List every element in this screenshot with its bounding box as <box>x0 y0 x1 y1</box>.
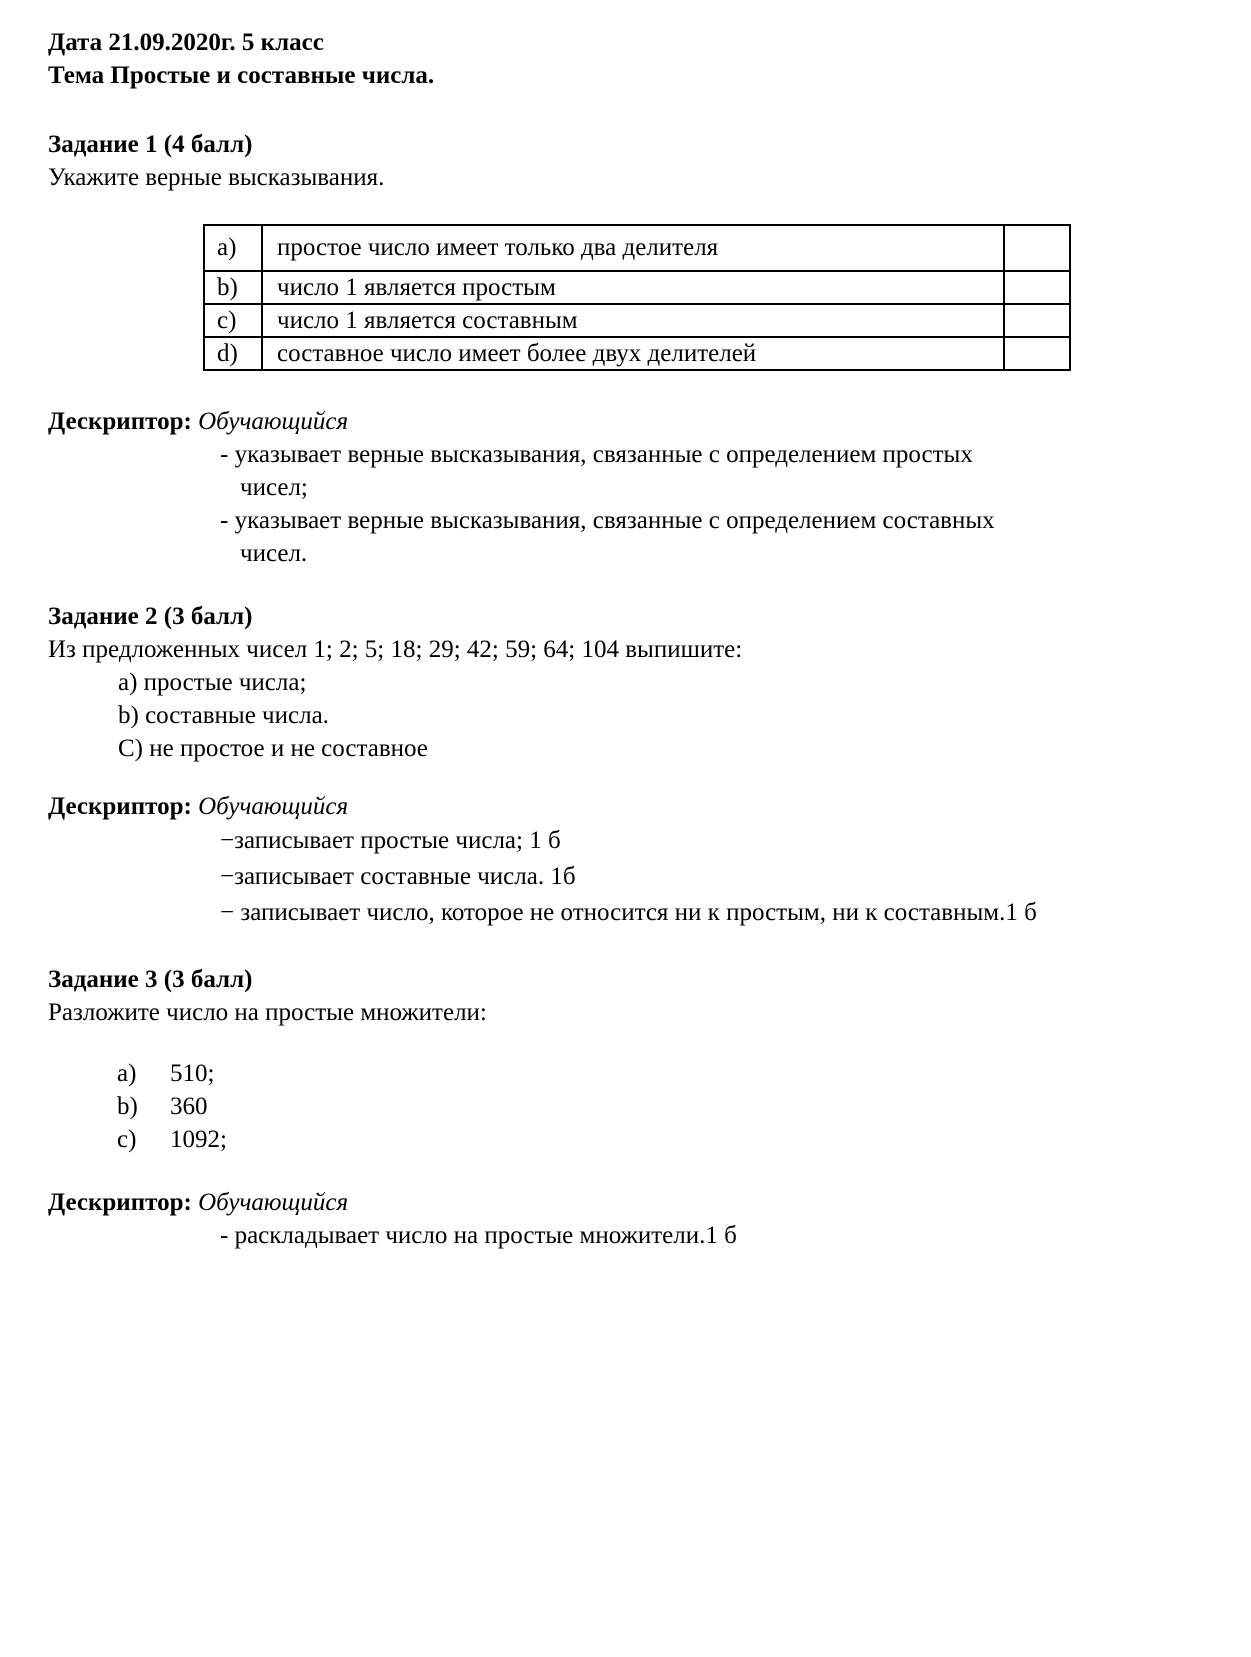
answer-cell[interactable] <box>1004 304 1070 337</box>
descriptor-label: Дескриптор: <box>48 408 192 435</box>
descriptor-header <box>48 790 1191 823</box>
descriptor-line: - указывает верные высказывания, связанные с определением составных <box>220 507 995 534</box>
descriptor-line: - указывает верные высказывания, связанные с определением простых <box>220 441 973 468</box>
table-row <box>204 271 1070 304</box>
task3-number-list <box>117 1057 1191 1156</box>
list-item <box>117 1057 1191 1090</box>
descriptor-line: - раскладывает число на простые множители.1 б <box>220 1222 737 1249</box>
item-letter: c) <box>117 1126 137 1153</box>
descriptor-header <box>48 1186 1191 1219</box>
statement-text: число 1 является простым <box>262 271 1004 304</box>
item-value: 360 <box>170 1093 208 1120</box>
descriptor-line-continuation: чисел. <box>240 540 308 567</box>
statement-text: число 1 является составным <box>262 304 1004 337</box>
task3-descriptor <box>48 1186 1191 1252</box>
task2-prompt: Из предложенных чисел 1; 2; 5; 18; 29; 42; 59; 64; 104 выпишите: <box>48 636 743 663</box>
date-line: Дата 21.09.2020г. 5 класс <box>48 29 324 56</box>
table-row <box>204 337 1070 370</box>
statement-text: простое число имеет только два делителя <box>262 225 1004 271</box>
statement-letter: a) <box>204 225 262 271</box>
task1-title: Задание 1 (4 балл) <box>48 131 253 158</box>
answer-cell[interactable] <box>1004 271 1070 304</box>
descriptor-subject: Обучающийся <box>198 1189 349 1216</box>
descriptor-line: −записывает простые числа; 1 б <box>220 827 561 854</box>
task1-statements-table <box>203 224 1071 371</box>
task2-descriptor <box>48 790 1191 931</box>
item-value: 510; <box>170 1060 215 1087</box>
topic-line: Тема Простые и составные числа. <box>48 62 435 89</box>
descriptor-label: Дескриптор: <box>48 1189 192 1216</box>
task2-option: b) составные числа. <box>118 702 329 729</box>
descriptor-subject: Обучающийся <box>198 408 349 435</box>
descriptor-line-continuation: чисел; <box>240 474 308 501</box>
table-row <box>204 304 1070 337</box>
task3-title: Задание 3 (3 балл) <box>48 966 253 993</box>
list-item <box>117 1123 1191 1156</box>
statement-letter: d) <box>204 337 262 370</box>
answer-cell[interactable] <box>1004 337 1070 370</box>
table-row <box>204 225 1070 271</box>
statement-text: составное число имеет более двух делителей <box>262 337 1004 370</box>
list-item <box>117 1090 1191 1123</box>
statement-letter: b) <box>204 271 262 304</box>
descriptor-header <box>48 405 1191 438</box>
task2-option: a) простые числа; <box>118 669 307 696</box>
descriptor-line: − записывает число, которое не относится ни к простым, ни к составным.1 б <box>220 899 1037 926</box>
task2-option: C) не простое и не составное <box>118 735 428 762</box>
task2-title: Задание 2 (3 балл) <box>48 603 253 630</box>
item-letter: a) <box>117 1060 137 1087</box>
task1-descriptor <box>48 405 1191 570</box>
statement-letter: c) <box>204 304 262 337</box>
descriptor-label: Дескриптор: <box>48 793 192 820</box>
item-value: 1092; <box>170 1126 227 1153</box>
descriptor-subject: Обучающийся <box>198 793 349 820</box>
item-letter: b) <box>117 1093 138 1120</box>
task1-prompt: Укажите верные высказывания. <box>48 164 385 191</box>
descriptor-line: −записывает составные числа. 1б <box>220 863 576 890</box>
task3-prompt: Разложите число на простые множители: <box>48 999 487 1026</box>
answer-cell[interactable] <box>1004 225 1070 271</box>
